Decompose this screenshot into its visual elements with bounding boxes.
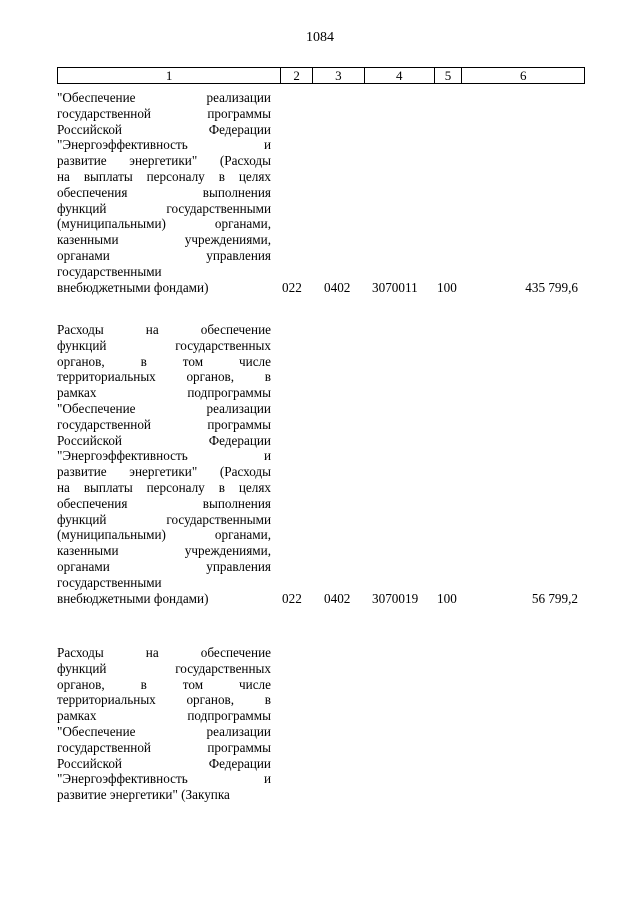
page-number: 1084 [306, 30, 334, 45]
description-line: "Обеспечение реализации [57, 723, 271, 739]
description-line: органами управления [57, 247, 271, 263]
description-line: развитие энергетики" (Расходы [57, 464, 271, 480]
amount-value: 56 799,2 [531, 590, 578, 606]
description-line: (муниципальными) органами, [57, 527, 271, 543]
table-row [57, 322, 271, 606]
row-description [57, 90, 271, 295]
description-line: органов, в том числе [57, 353, 271, 369]
ministry-code: 022 [282, 279, 302, 295]
expense-type-code: 100 [437, 279, 457, 295]
description-line: функций государственными [57, 200, 271, 216]
description-line: на выплаты персоналу в целях [57, 168, 271, 184]
row-description [57, 322, 271, 606]
description-line: Российской Федерации [57, 755, 271, 771]
header-col-3: 3 [313, 68, 365, 83]
header-col-6: 6 [519, 68, 527, 83]
description-line: функций государственными [57, 511, 271, 527]
amount-value: 435 799,6 [525, 279, 578, 295]
description-line: "Обеспечение реализации [57, 400, 271, 416]
description-line: казенными учреждениями, [57, 232, 271, 248]
target-article-code: 3070019 [372, 590, 419, 606]
description-line: казенными учреждениями, [57, 543, 271, 559]
section-code: 0402 [324, 279, 351, 295]
table-row [57, 90, 271, 295]
description-line: Российской Федерации [57, 432, 271, 448]
description-line: внебюджетными фондами) [57, 279, 209, 295]
description-line: обеспечения выполнения [57, 495, 271, 511]
description-line: (муниципальными) органами, [57, 216, 271, 232]
description-line: "Обеспечение реализации [57, 90, 271, 105]
description-line: государственной программы [57, 739, 271, 755]
description-line: "Энергоэффективность и [57, 448, 271, 464]
description-line: государственными [57, 263, 162, 279]
header-col-4: 4 [365, 68, 435, 83]
section-code: 0402 [324, 590, 351, 606]
description-line: рамках подпрограммы [57, 708, 271, 724]
description-line: государственными [57, 574, 162, 590]
description-line: развитие энергетики" (Закупка [57, 787, 230, 803]
header-col-2: 2 [281, 68, 313, 83]
description-line: "Энергоэффективность и [57, 137, 271, 153]
description-line: развитие энергетики" (Расходы [57, 153, 271, 169]
description-line: территориальных органов, в [57, 692, 271, 708]
table-header-row [57, 67, 585, 84]
description-line: государственной программы [57, 105, 271, 121]
description-line: органами управления [57, 558, 271, 574]
header-col-5: 5 [435, 68, 463, 83]
description-line: рамках подпрограммы [57, 385, 271, 401]
target-article-code: 3070011 [372, 279, 418, 295]
ministry-code: 022 [282, 590, 302, 606]
description-line: функций государственных [57, 337, 271, 353]
description-line: функций государственных [57, 660, 271, 676]
header-col-1: 1 [58, 68, 281, 83]
description-line: территориальных органов, в [57, 369, 271, 385]
description-line: Расходы на обеспечение [57, 322, 271, 337]
description-line: органов, в том числе [57, 676, 271, 692]
table-row [57, 645, 271, 803]
description-line: обеспечения выполнения [57, 184, 271, 200]
description-line: "Энергоэффективность и [57, 771, 271, 787]
row-description [57, 645, 271, 803]
expense-type-code: 100 [437, 590, 457, 606]
description-line: на выплаты персоналу в целях [57, 479, 271, 495]
description-line: Расходы на обеспечение [57, 645, 271, 660]
description-line: государственной программы [57, 416, 271, 432]
description-line: Российской Федерации [57, 121, 271, 137]
description-line: внебюджетными фондами) [57, 590, 209, 606]
